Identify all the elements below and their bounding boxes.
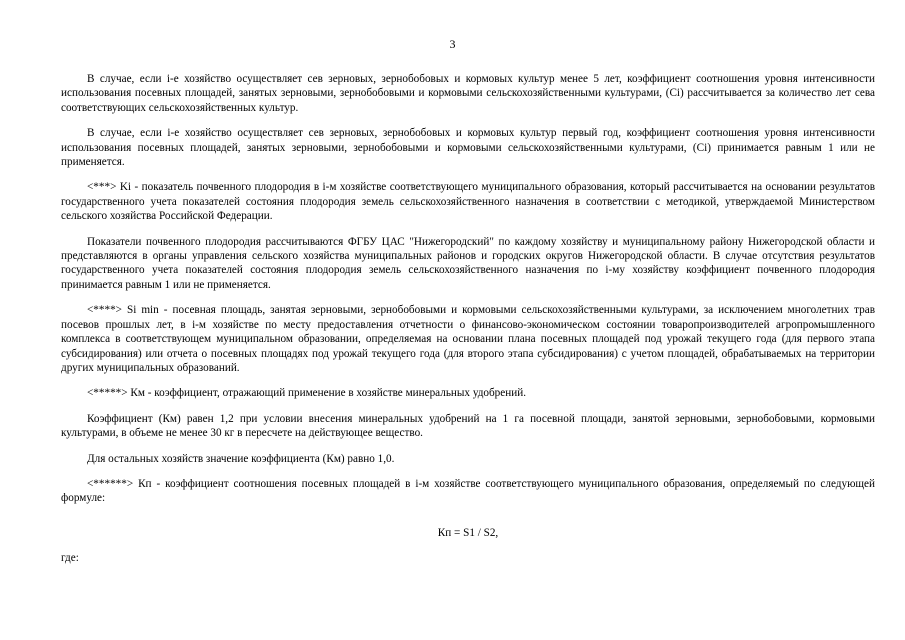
where-label: где: [61,552,79,565]
document-body [61,72,875,566]
paragraph-sowing-first-year: В случае, если i-е хозяйство осуществляет сев зерновых, зернобобовых и кормовых культур первый год, коэффициент соотношения уровня интенсивности использования посевных площадей, занятых зерновыми, зернобобовыми и кормовыми сельскохозяйственными культурами, (Ci) принимается равным 1 или не применяется. [61,127,875,169]
formula-kp: Кп = S1 / S2, [437,526,499,539]
paragraph-fertility-indicators: Показатели почвенного плодородия рассчитываются ФГБУ ЦАС "Нижегородский" по каждому хозяйству и муниципальному району Нижегородской области и представляются в органы управления сельского хозяйства муниципальных районов и городских округов Нижегородской области. В случае отсутствия результатов государственного учета показателей состояния плодородия земель сельскохозяйственного назначения по i-му хозяйству коэффициент почвенного плодородия принимается равным 1 или не применяется. [61,235,875,291]
footnote-si-min-sown-area: <****> Si min - посевная площадь, занятая зерновыми, зернобобовыми и кормовыми сельскохозяйственными культурами, за исключением многолетних трав посевов прошлых лет, в i-м хозяйстве по месту предоставления отчетности о финансово-экономическом состоянии товаропроизводителей агропромышленного комплекса в соответствующем муниципальном образовании, определяемая на основании плана посевных площадей под урожай текущего года (для первого этапа субсидирования) или отчета о посевных площадях под урожай текущего года (для второго этапа субсидирования) с учетом площадей, обрабатываемых на территории других муниципальных образований. [61,304,875,374]
paragraph-km-value-1-0: Для остальных хозяйств значение коэффициента (Км) равно 1,0. [87,452,395,465]
paragraph-km-value-1-2: Коэффициент (Км) равен 1,2 при условии внесения минеральных удобрений на 1 га посевной площади, занятой зерновыми, зернобобовыми, кормовыми культурами, в объеме не менее 30 кг в пересчете на действующее вещество. [61,412,875,440]
footnote-kp-area-ratio: <******> Кп - коэффициент соотношения посевных площадей в i-м хозяйстве соответствующего муниципального образования, определяемый по следующей формуле: [61,477,875,505]
page-number: 3 [449,37,456,51]
footnote-ki-soil-fertility: <***> Ki - показатель почвенного плодородия в i-м хозяйстве соответствующего муниципального образования, который рассчитывается на основании результатов государственного учета показателей состояния плодородия земель сельскохозяйственного назначения в соответствии с методикой, утверждаемой Министерством сельского хозяйства Российской Федерации. [61,181,875,223]
paragraph-sowing-less-5-years: В случае, если i-е хозяйство осуществляет сев зерновых, зернобобовых и кормовых культур менее 5 лет, коэффициент соотношения уровня интенсивности использования посевных площадей, занятых зерновыми, зернобобовыми и кормовыми сельскохозяйственными культурами, (Ci) рассчитывается за количество лет сева соответствующих сельскохозяйственных культур. [61,73,875,114]
footnote-km-fertilizer-coefficient: <*****> Км - коэффициент, отражающий применение в хозяйстве минеральных удобрений. [87,387,527,400]
